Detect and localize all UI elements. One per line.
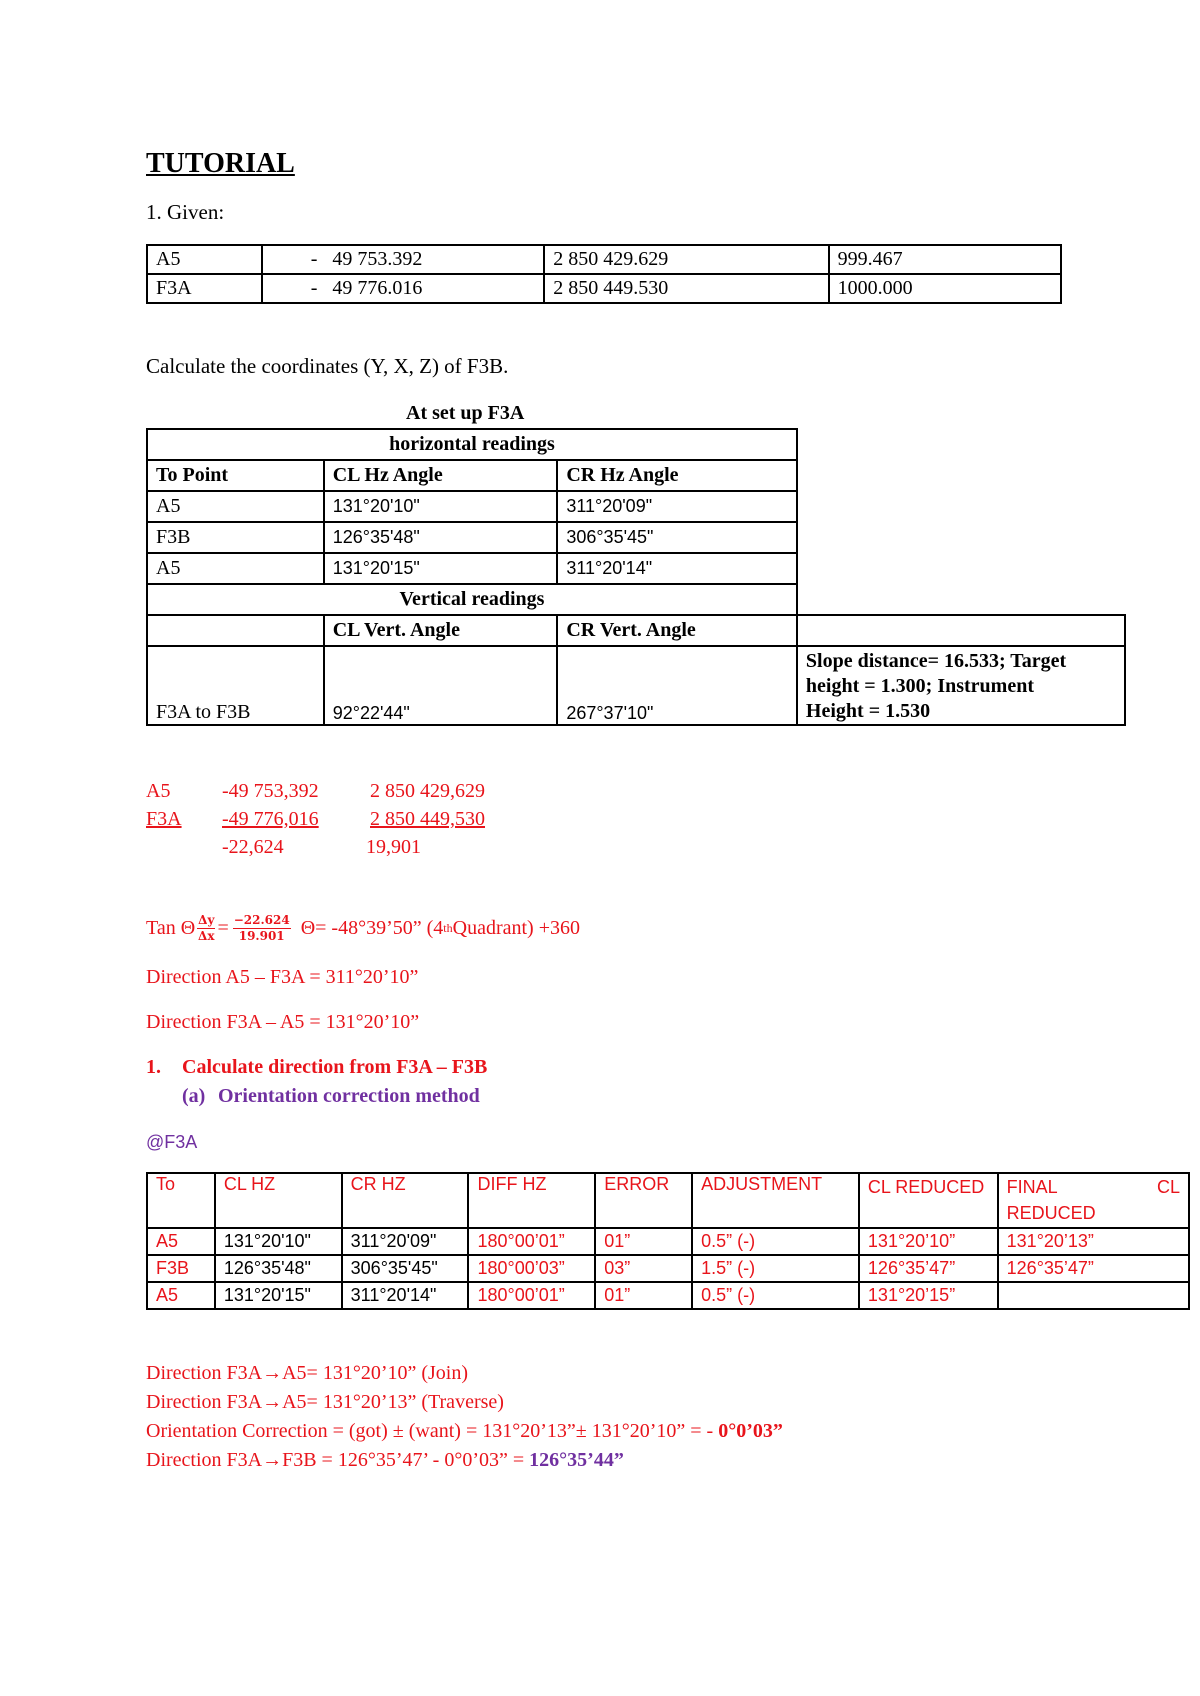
col-header: CR HZ bbox=[342, 1173, 469, 1228]
diff-hz: 180°00’01” bbox=[468, 1228, 595, 1255]
question-text: Calculate the coordinates (Y, X, Z) of F3B. bbox=[146, 354, 509, 378]
point-name: A5 bbox=[147, 245, 262, 274]
col-header: To bbox=[147, 1173, 215, 1228]
result-direction-f3a-f3b: Direction F3A→F3B = 126°35’47’ - 0°0’03” = 126°35’44” bbox=[146, 1449, 624, 1471]
z-coordinate: 999.467 bbox=[829, 245, 1061, 274]
result-join: Direction F3A→A5= 131°20’10” (Join) bbox=[146, 1362, 469, 1384]
cr-hz: 311°20'09" bbox=[557, 491, 797, 522]
section-number: 1. bbox=[146, 1056, 161, 1078]
to-point: F3B bbox=[147, 522, 324, 553]
table-row bbox=[147, 274, 1061, 303]
cl-reduced: 126°35’47” bbox=[859, 1255, 998, 1282]
measurement-notes: Slope distance= 16.533; Target height = 1.300; Instrument Height = 1.530 bbox=[797, 646, 1125, 725]
table-row bbox=[147, 460, 1125, 491]
subsection-title: Orientation correction method bbox=[218, 1085, 480, 1107]
calc-x: 2 850 449,530 bbox=[370, 808, 485, 830]
table-row bbox=[147, 615, 1125, 646]
cr-hz: 311°20'09" bbox=[342, 1228, 469, 1255]
col-header bbox=[147, 615, 324, 646]
table-row bbox=[147, 1228, 1189, 1255]
to-point: A5 bbox=[147, 491, 324, 522]
to-point: A5 bbox=[147, 553, 324, 584]
empty-cell bbox=[797, 429, 1125, 460]
col-header: CL HZ bbox=[215, 1173, 342, 1228]
x-coordinate: 2 850 449.530 bbox=[544, 274, 828, 303]
result-orientation-correction: Orientation Correction = (got) ± (want) = 131°20’13”± 131°20’10” = - 0°0’03” bbox=[146, 1420, 783, 1442]
cl-reduced: 131°20’10” bbox=[859, 1228, 998, 1255]
cl-hz: 126°35'48" bbox=[324, 522, 558, 553]
cr-hz: 306°35'45" bbox=[342, 1255, 469, 1282]
cl-hz: 126°35'48" bbox=[215, 1255, 342, 1282]
cr-hz: 311°20'14" bbox=[557, 553, 797, 584]
point-name: F3A bbox=[147, 274, 262, 303]
error: 01” bbox=[595, 1228, 692, 1255]
diff-hz: 180°00’03” bbox=[468, 1255, 595, 1282]
col-header: ERROR bbox=[595, 1173, 692, 1228]
col-header: To Point bbox=[147, 460, 324, 491]
empty-cell bbox=[797, 553, 1125, 584]
tan-equation: Tan Θ $\frac{\Delta y}{\Delta x}$ = $\frac{-22.624}{19.901}$ Θ= -48°39’50” (4 th Quadrant) +360 bbox=[146, 912, 580, 943]
station-label: @F3A bbox=[146, 1132, 198, 1152]
error: 03” bbox=[595, 1255, 692, 1282]
col-header: CL Vert. Angle bbox=[324, 615, 558, 646]
col-header bbox=[797, 615, 1125, 646]
section-title: Calculate direction from F3A – F3B bbox=[182, 1056, 488, 1078]
header-row bbox=[147, 1173, 1189, 1228]
result-traverse: Direction F3A→A5= 131°20’13” (Traverse) bbox=[146, 1391, 504, 1413]
cr-vert: 267°37'10" bbox=[557, 646, 797, 725]
to-point: F3A to F3B bbox=[147, 646, 324, 725]
final-cl-reduced: 126°35’47” bbox=[998, 1255, 1189, 1282]
y-coordinate: - 49 776.016 bbox=[262, 274, 545, 303]
direction-f3a-a5: Direction F3A – A5 = 131°20’10” bbox=[146, 1011, 420, 1033]
empty-cell bbox=[797, 584, 1125, 615]
to-point: F3B bbox=[147, 1255, 215, 1282]
table-row bbox=[147, 584, 1125, 615]
table-row bbox=[147, 1282, 1189, 1309]
error: 01” bbox=[595, 1282, 692, 1309]
table-row bbox=[147, 491, 1125, 522]
col-header: ADJUSTMENT bbox=[692, 1173, 859, 1228]
delta-x: 19,901 bbox=[366, 836, 421, 858]
cr-hz: 311°20'14" bbox=[342, 1282, 469, 1309]
empty-cell bbox=[797, 460, 1125, 491]
z-coordinate: 1000.000 bbox=[829, 274, 1061, 303]
table-row bbox=[147, 1255, 1189, 1282]
diff-hz: 180°00’01” bbox=[468, 1282, 595, 1309]
subsection-label: (a) bbox=[182, 1085, 206, 1107]
col-header: DIFF HZ bbox=[468, 1173, 595, 1228]
table-row bbox=[147, 522, 1125, 553]
cl-hz: 131°20'10" bbox=[324, 491, 558, 522]
table-row bbox=[147, 553, 1125, 584]
adjustment: 0.5” (-) bbox=[692, 1282, 859, 1309]
hz-header: horizontal readings bbox=[147, 429, 797, 460]
col-header: CL REDUCED bbox=[859, 1173, 998, 1228]
y-coordinate: - 49 753.392 bbox=[262, 245, 545, 274]
to-point: A5 bbox=[147, 1228, 215, 1255]
cl-reduced: 131°20’15” bbox=[859, 1282, 998, 1309]
page-title: TUTORIAL bbox=[146, 148, 295, 179]
vert-header: Vertical readings bbox=[147, 584, 797, 615]
calc-x: 2 850 429,629 bbox=[370, 780, 485, 802]
cl-hz: 131°20'15" bbox=[215, 1282, 342, 1309]
to-point: A5 bbox=[147, 1282, 215, 1309]
calc-point-a5: A5 bbox=[146, 780, 171, 802]
final-cl-reduced: 131°20’13” bbox=[998, 1228, 1189, 1255]
given-table bbox=[146, 244, 1062, 304]
cr-hz: 306°35'45" bbox=[557, 522, 797, 553]
calc-y: -49 776,016 bbox=[222, 808, 319, 830]
table-row bbox=[147, 245, 1061, 274]
given-label: 1. Given: bbox=[146, 200, 225, 224]
adjustment: 0.5” (-) bbox=[692, 1228, 859, 1255]
col-header: CL Hz Angle bbox=[324, 460, 558, 491]
cl-hz: 131°20'15" bbox=[324, 553, 558, 584]
table-row bbox=[147, 646, 1125, 725]
setup-table bbox=[146, 428, 1126, 726]
cl-vert: 92°22'44" bbox=[324, 646, 558, 725]
table-row bbox=[147, 429, 1125, 460]
col-header: CR Vert. Angle bbox=[557, 615, 797, 646]
calc-y: -49 753,392 bbox=[222, 780, 319, 802]
setup-title: At set up F3A bbox=[406, 402, 525, 424]
empty-cell bbox=[797, 491, 1125, 522]
x-coordinate: 2 850 429.629 bbox=[544, 245, 828, 274]
direction-a5-f3a: Direction A5 – F3A = 311°20’10” bbox=[146, 966, 419, 988]
empty-cell bbox=[797, 522, 1125, 553]
delta-y: -22,624 bbox=[222, 836, 284, 858]
col-header: FINAL CL REDUCED bbox=[998, 1173, 1189, 1228]
orientation-table bbox=[146, 1172, 1190, 1310]
cl-hz: 131°20'10" bbox=[215, 1228, 342, 1255]
calc-point-f3a: F3A bbox=[146, 808, 182, 830]
final-cl-reduced bbox=[998, 1282, 1189, 1309]
adjustment: 1.5” (-) bbox=[692, 1255, 859, 1282]
col-header: CR Hz Angle bbox=[557, 460, 797, 491]
